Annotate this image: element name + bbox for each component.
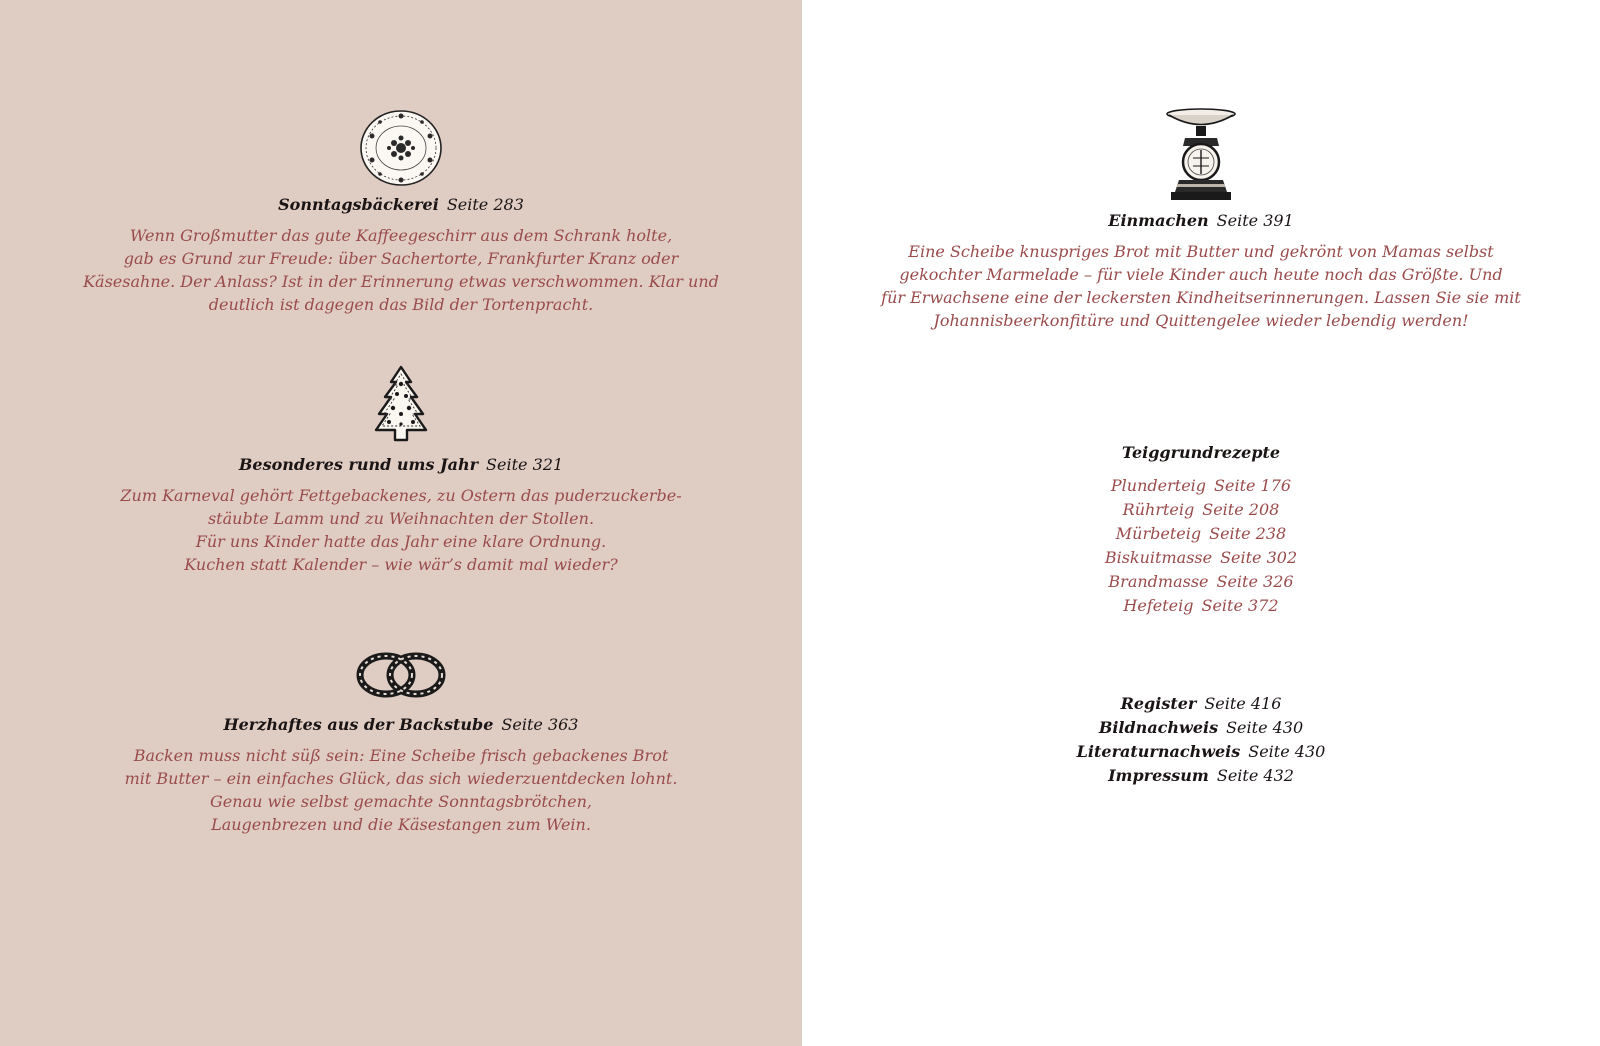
description-line: gekochter Marmelade – für viele Kinder auch heute noch das Größte. Und	[899, 265, 1503, 284]
description-line: deutlich ist dagegen das Bild der Tortenpracht.	[208, 295, 594, 314]
description-line: Genau wie selbst gemachte Sonntagsbrötchen,	[210, 792, 592, 811]
end-matter-page-ref: Seite 416	[1204, 694, 1282, 713]
description-line: mit Butter – ein einfaches Glück, das sich wiederzuentdecken lohnt.	[124, 769, 678, 788]
end-matter-item[interactable]	[802, 692, 1600, 716]
recipe-page-ref: Seite 302	[1220, 548, 1298, 567]
section-heading	[0, 714, 802, 736]
pretzel-icon	[354, 650, 448, 700]
section-heading	[802, 210, 1600, 232]
description-line: Für uns Kinder hatte das Jahr eine klare Ordnung.	[195, 532, 607, 551]
end-matter-name: Register	[1120, 694, 1197, 713]
toc-section-sonntagsbaeckerei	[0, 108, 802, 316]
basic-recipe-item[interactable]	[802, 474, 1600, 498]
end-matter-page-ref: Seite 430	[1248, 742, 1326, 761]
section-heading	[0, 454, 802, 476]
end-matter-list	[802, 692, 1600, 788]
description-line: Zum Karneval gehört Fettgebackenes, zu Ostern das puderzuckerbe-	[120, 486, 682, 505]
basic-recipe-item[interactable]	[802, 498, 1600, 522]
basic-recipe-item[interactable]	[802, 546, 1600, 570]
section-description	[0, 744, 802, 836]
end-matter-name: Impressum	[1108, 766, 1209, 785]
right-page	[802, 0, 1600, 1046]
description-line: Johannisbeerkonfitüre und Quittengelee wieder lebendig werden!	[933, 311, 1469, 330]
recipe-page-ref: Seite 372	[1201, 596, 1279, 615]
basic-recipes-items	[802, 474, 1600, 618]
end-matter-name: Bildnachweis	[1098, 718, 1219, 737]
recipe-name: Plunderteig	[1110, 476, 1207, 495]
recipe-page-ref: Seite 238	[1209, 524, 1287, 543]
toc-section-besonderes	[0, 364, 802, 576]
tree-cookie-icon	[371, 364, 431, 444]
end-matter-name: Literaturnachweis	[1076, 742, 1241, 761]
recipe-page-ref: Seite 208	[1202, 500, 1280, 519]
end-matter-item[interactable]	[802, 764, 1600, 788]
section-description	[0, 224, 802, 316]
recipe-name: Hefeteig	[1123, 596, 1194, 615]
end-matter-item[interactable]	[802, 740, 1600, 764]
description-line: Wenn Großmutter das gute Kaffeegeschirr aus dem Schrank holte,	[129, 226, 673, 245]
recipe-page-ref: Seite 326	[1216, 572, 1294, 591]
plate-icon	[358, 108, 444, 188]
basic-recipe-item[interactable]	[802, 522, 1600, 546]
section-heading	[0, 194, 802, 216]
basic-recipe-item[interactable]	[802, 570, 1600, 594]
section-page-ref[interactable]: Seite 363	[501, 715, 579, 734]
end-matter-page-ref: Seite 432	[1216, 766, 1294, 785]
toc-section-herzhaftes	[0, 650, 802, 836]
description-line: stäubte Lamm und zu Weihnachten der Stollen.	[207, 509, 595, 528]
description-line: für Erwachsene eine der leckersten Kindheitserinnerungen. Lassen Sie sie mit	[881, 288, 1521, 307]
section-title[interactable]: Sonntagsbäckerei	[278, 195, 439, 214]
toc-section-einmachen	[802, 106, 1600, 332]
description-line: Kuchen statt Kalender – wie wär’s damit mal wieder?	[184, 555, 618, 574]
basic-recipe-item[interactable]	[802, 594, 1600, 618]
description-line: Backen muss nicht süß sein: Eine Scheibe frisch gebackenes Brot	[133, 746, 669, 765]
recipe-name: Mürbeteig	[1115, 524, 1202, 543]
recipe-name: Rührteig	[1122, 500, 1195, 519]
section-description	[802, 240, 1600, 332]
end-matter-item[interactable]	[802, 716, 1600, 740]
end-matter-page-ref: Seite 430	[1226, 718, 1304, 737]
description-line: Käsesahne. Der Anlass? Ist in der Erinnerung etwas verschwommen. Klar und	[83, 272, 719, 291]
section-title[interactable]: Einmachen	[1108, 211, 1209, 230]
basic-recipes-list	[802, 442, 1600, 618]
section-page-ref[interactable]: Seite 283	[446, 195, 524, 214]
section-page-ref[interactable]: Seite 321	[486, 455, 564, 474]
kitchen-scale-icon	[1165, 106, 1237, 204]
section-page-ref[interactable]: Seite 391	[1216, 211, 1294, 230]
recipe-name: Brandmasse	[1108, 572, 1209, 591]
section-description	[0, 484, 802, 576]
section-title[interactable]: Besonderes rund ums Jahr	[238, 455, 479, 474]
description-line: gab es Grund zur Freude: über Sachertorte, Frankfurter Kranz oder	[123, 249, 679, 268]
basic-recipes-title: Teiggrundrezepte	[1121, 443, 1281, 462]
recipe-name: Biskuitmasse	[1104, 548, 1213, 567]
description-line: Laugenbrezen und die Käsestangen zum Wein.	[211, 815, 591, 834]
recipe-page-ref: Seite 176	[1214, 476, 1292, 495]
section-title[interactable]: Herzhaftes aus der Backstube	[223, 715, 494, 734]
description-line: Eine Scheibe knuspriges Brot mit Butter und gekrönt von Mamas selbst	[908, 242, 1494, 261]
